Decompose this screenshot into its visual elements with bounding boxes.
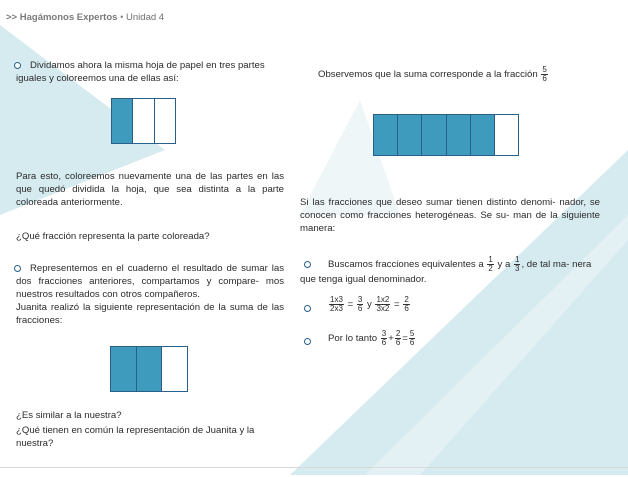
- figure-cell-filled: [447, 115, 471, 155]
- fraction-3-6: [381, 330, 387, 347]
- header-title: Hagámonos Expertos: [19, 12, 118, 23]
- equivalence-equation: [328, 296, 588, 313]
- figure-cell-filled: [398, 115, 422, 155]
- conjunction-y: y: [366, 299, 372, 311]
- left-paragraph-3: Representemos en el cuaderno el resultado de sumar las dos fracciones anteriores, compartamos y compare- mos nuestros resultados con otros compañeros.: [16, 263, 284, 300]
- bullet-1-text-end: , de tal ma- nera que tenga igual denominador.: [300, 259, 592, 285]
- figure-cell-filled: [112, 99, 133, 143]
- bullet-icon: [304, 305, 311, 312]
- fraction-part: 1: [488, 255, 493, 264]
- fraction-2-6: [403, 296, 409, 313]
- bullet-1-text-mid: y a: [497, 259, 511, 271]
- header-prefix: >>: [6, 12, 18, 23]
- fraction-part: 6: [357, 304, 363, 313]
- fraction-1-2: [487, 256, 493, 273]
- right-bullet-1: [300, 256, 605, 286]
- fraction-part: 5: [409, 329, 415, 338]
- fraction-figure-juanita: [110, 346, 188, 392]
- page-header: [6, 12, 164, 23]
- fraction-part: 3: [357, 295, 363, 304]
- left-paragraph-4: Juanita realizó la siguiente representación de la suma de las fracciones:: [16, 302, 284, 326]
- fraction-part: 2: [488, 264, 493, 273]
- fraction-1x2-3x2: [375, 296, 390, 313]
- fraction-5-6: [409, 330, 415, 347]
- fraction-3-6: [357, 296, 363, 313]
- plus-sign: +: [388, 333, 394, 345]
- left-question-3: ¿Qué tienen en común la representación de Juanita y la nuestra?: [16, 425, 255, 449]
- fraction-figure-sixths: [373, 114, 519, 156]
- fraction-1-3: [514, 256, 520, 273]
- fraction-part: 3: [381, 329, 387, 338]
- figure-cell: [133, 99, 154, 143]
- sum-equation: [328, 330, 588, 347]
- equals-sign: =: [402, 333, 408, 345]
- left-paragraph-1: Dividamos ahora la misma hoja de papel en tres partes iguales y coloreemos una de ellas así:: [16, 60, 265, 84]
- fraction-part: 6: [381, 338, 387, 347]
- left-question-2: ¿Es similar a la nuestra?: [16, 410, 122, 421]
- fraction-part: 6: [542, 74, 547, 83]
- fraction-part: 5: [542, 65, 547, 74]
- sum-text: Por lo tanto: [328, 333, 378, 345]
- header-separator: •: [120, 12, 124, 23]
- fraction-part: 1x3: [330, 295, 343, 304]
- bullet-1-text-start: Buscamos fracciones equivalentes a: [328, 259, 484, 271]
- fraction-2-6: [395, 330, 401, 347]
- bottom-divider: [0, 467, 628, 468]
- figure-cell: [162, 347, 187, 391]
- fraction-1x3-2x3: [329, 296, 344, 313]
- bullet-icon: [304, 338, 311, 345]
- fraction-5-6: [541, 66, 547, 83]
- fraction-part: 6: [395, 338, 401, 347]
- figure-cell-filled: [137, 347, 163, 391]
- fraction-part: 2: [395, 329, 401, 338]
- fraction-part: 6: [404, 304, 409, 313]
- fraction-figure-thirds: [111, 98, 176, 144]
- fraction-part: 2x3: [330, 304, 343, 313]
- fraction-part: 3: [515, 264, 520, 273]
- observation-line: [318, 66, 618, 83]
- observation-text: Observemos que la suma corresponde a la fracción: [318, 69, 538, 81]
- equals-sign: =: [347, 299, 354, 311]
- fraction-part: 3x2: [376, 304, 390, 313]
- figure-cell-filled: [471, 115, 495, 155]
- left-question-1: ¿Qué fracción representa la parte coloreada?: [16, 231, 210, 242]
- figure-cell: [155, 99, 175, 143]
- left-paragraph-2: Para esto, coloreemos nuevamente una de las partes en las que quedó dividida la hoja, que sea distinta a la parte coloreada anteriormente.: [16, 171, 284, 208]
- right-paragraph-1: Si las fracciones que deseo sumar tienen distinto denomi- nador, se conocen como fracciones heterogéneas. Se su- man de la siguiente manera:: [300, 197, 600, 234]
- figure-cell: [495, 115, 518, 155]
- figure-cell-filled: [111, 347, 137, 391]
- figure-cell-filled: [422, 115, 446, 155]
- fraction-part: 1x2: [376, 295, 390, 304]
- fraction-part: 2: [404, 295, 409, 304]
- figure-cell-filled: [374, 115, 398, 155]
- header-unit: Unidad 4: [126, 12, 165, 23]
- fraction-part: 1: [515, 255, 520, 264]
- equals-sign: =: [394, 299, 400, 311]
- fraction-part: 6: [409, 338, 415, 347]
